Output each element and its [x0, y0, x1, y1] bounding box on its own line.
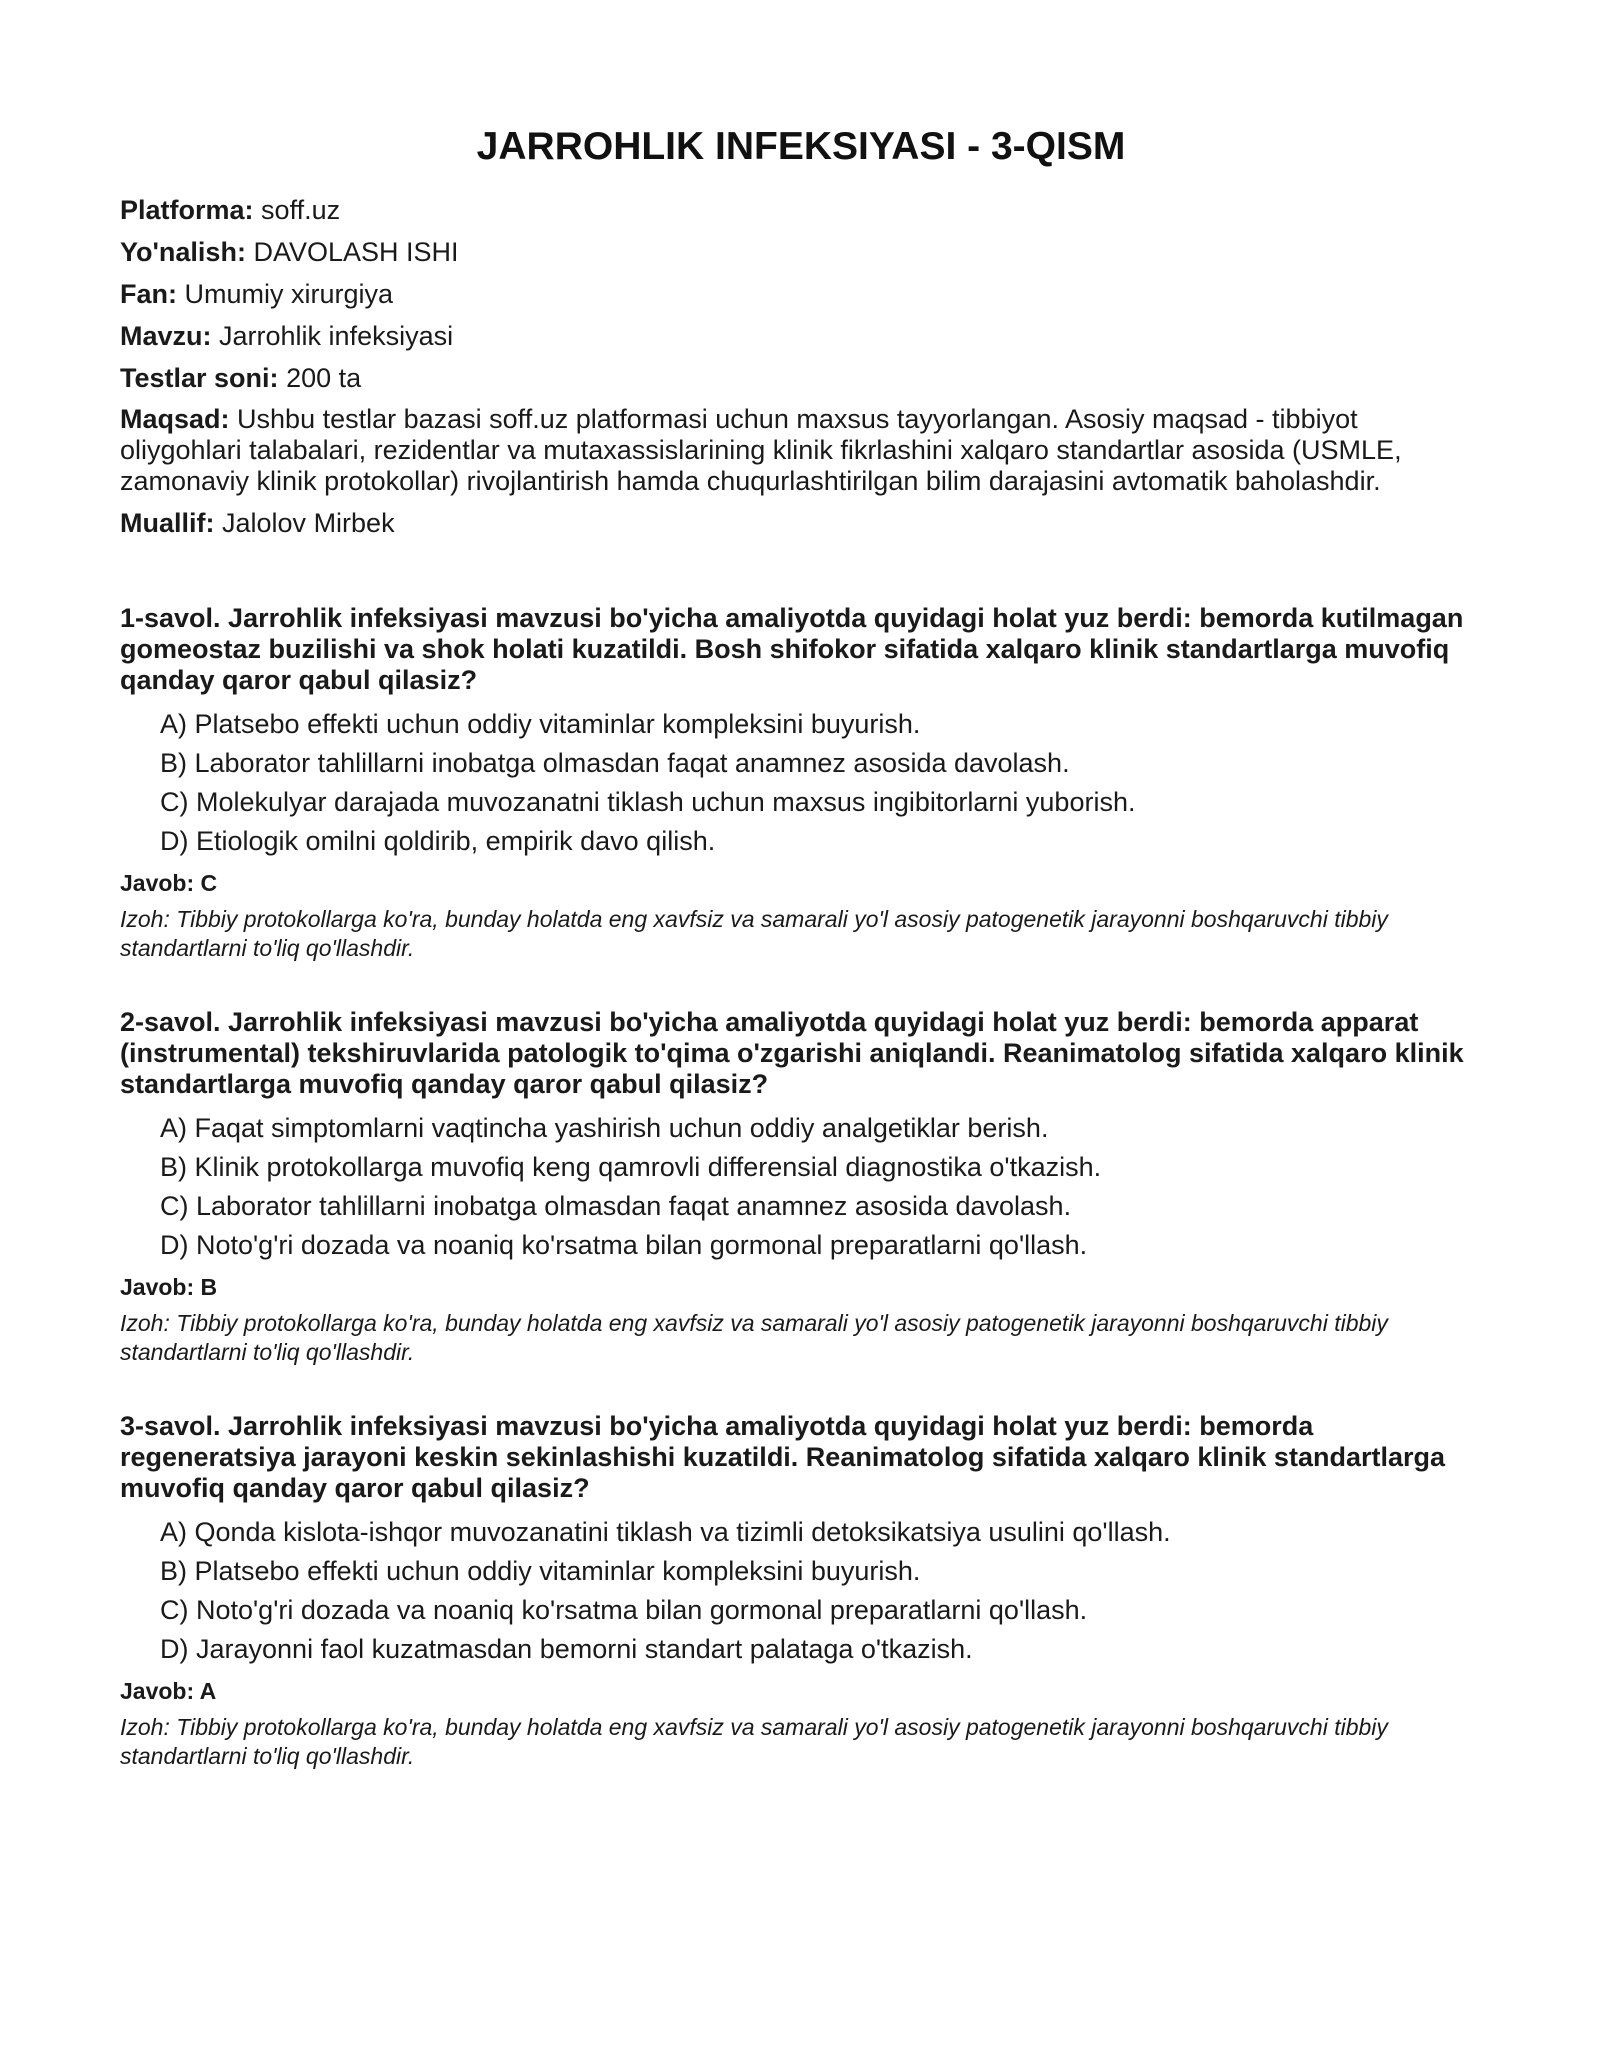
- question-2: [120, 1007, 1482, 1367]
- document-title: JARROHLIK INFEKSIYASI - 3-QISM: [476, 125, 1126, 168]
- meta-value: Ushbu testlar bazasi soff.uz platformasi uchun maxsus tayyorlangan. Asosiy maqsad - tibbiyot oliygohlari talabalari, rezidentlar va mutaxassislarining klinik fikrlashini xalqaro standartlar asosida (USMLE, zamonaviy klinik protokollar) rivojlantirish hamda chuqurlashtirilgan bilim darajasini avtomatik baholashdir.: [120, 404, 1402, 496]
- answer-options: [120, 708, 1482, 857]
- meta-label: Platforma:: [120, 195, 254, 225]
- question-text: 1-savol. Jarrohlik infeksiyasi mavzusi bo'yicha amaliyotda quyidagi holat yuz berdi: bemorda kutilmagan gomeostaz buzilishi va shok holati kuzatildi. Bosh shifokor sifatida xalqaro klinik standartlarga muvofiq qanday qaror qabul qilasiz?: [120, 603, 1464, 695]
- option-b: B) Platsebo effekti uchun oddiy vitaminlar kompleksini buyurish.: [160, 1556, 921, 1586]
- meta-value: Jarrohlik infeksiyasi: [219, 321, 454, 351]
- explanation-note: Izoh: Tibbiy protokollarga ko'ra, bunday holatda eng xavfsiz va samarali yo'l asosiy patogenetik jarayonni boshqaruvchi tibbiy standartlarni to'liq qo'llashdir.: [120, 1714, 1388, 1769]
- option-d: D) Etiologik omilni qoldirib, empirik davo qilish.: [160, 826, 716, 856]
- questions-list: [120, 603, 1482, 1771]
- meta-value: 200 ta: [286, 363, 362, 393]
- meta-label: Maqsad:: [120, 404, 230, 434]
- meta-label: Testlar soni:: [120, 363, 279, 393]
- correct-answer: Javob: C: [120, 870, 218, 896]
- option-a: A) Qonda kislota-ishqor muvozanatini tiklash va tizimli detoksikatsiya usulini qo'llash.: [160, 1517, 1171, 1547]
- meta-label: Fan:: [120, 279, 177, 309]
- correct-answer: Javob: B: [120, 1274, 218, 1300]
- meta-subject: [120, 278, 1482, 310]
- meta-label: Muallif:: [120, 508, 215, 538]
- option-c: C) Molekulyar darajada muvozanatni tiklash uchun maxsus ingibitorlarni yuborish.: [160, 787, 1136, 817]
- meta-label: Yo'nalish:: [120, 237, 246, 267]
- meta-author: [120, 507, 1482, 539]
- meta-value: DAVOLASH ISHI: [253, 237, 459, 267]
- option-b: B) Klinik protokollarga muvofiq keng qamrovli differensial diagnostika o'tkazish.: [160, 1152, 1102, 1182]
- explanation-note: Izoh: Tibbiy protokollarga ko'ra, bunday holatda eng xavfsiz va samarali yo'l asosiy patogenetik jarayonni boshqaruvchi tibbiy standartlarni to'liq qo'llashdir.: [120, 1310, 1388, 1365]
- meta-value: Umumiy xirurgiya: [184, 279, 394, 309]
- option-a: A) Faqat simptomlarni vaqtincha yashirish uchun oddiy analgetiklar berish.: [160, 1113, 1049, 1143]
- explanation-note: Izoh: Tibbiy protokollarga ko'ra, bunday holatda eng xavfsiz va samarali yo'l asosiy patogenetik jarayonni boshqaruvchi tibbiy standartlarni to'liq qo'llashdir.: [120, 906, 1388, 961]
- metadata-section: [120, 194, 1482, 539]
- option-d: D) Jarayonni faol kuzatmasdan bemorni standart palataga o'tkazish.: [160, 1634, 973, 1664]
- question-3: [120, 1411, 1482, 1771]
- answer-options: [120, 1112, 1482, 1261]
- meta-topic: [120, 320, 1482, 352]
- meta-purpose: [120, 404, 1482, 497]
- meta-direction: [120, 236, 1482, 268]
- meta-platform: [120, 194, 1482, 226]
- meta-value: Jalolov Mirbek: [222, 508, 395, 538]
- question-text: 2-savol. Jarrohlik infeksiyasi mavzusi bo'yicha amaliyotda quyidagi holat yuz berdi: bemorda apparat (instrumental) tekshiruvlarida patologik to'qima o'zgarishi aniqlandi. Reanimatolog sifatida xalqaro klinik standartlarga muvofiq qanday qaror qabul qilasiz?: [120, 1007, 1464, 1099]
- option-d: D) Noto'g'ri dozada va noaniq ko'rsatma bilan gormonal preparatlarni qo'llash.: [160, 1230, 1088, 1260]
- option-c: C) Noto'g'ri dozada va noaniq ko'rsatma bilan gormonal preparatlarni qo'llash.: [160, 1595, 1088, 1625]
- option-c: C) Laborator tahlillarni inobatga olmasdan faqat anamnez asosida davolash.: [160, 1191, 1072, 1221]
- option-a: A) Platsebo effekti uchun oddiy vitaminlar kompleksini buyurish.: [160, 709, 921, 739]
- meta-label: Mavzu:: [120, 321, 212, 351]
- question-1: [120, 603, 1482, 963]
- correct-answer: Javob: A: [120, 1678, 217, 1704]
- question-text: 3-savol. Jarrohlik infeksiyasi mavzusi bo'yicha amaliyotda quyidagi holat yuz berdi: bemorda regeneratsiya jarayoni keskin sekinlashishi kuzatildi. Reanimatolog sifatida xalqaro klinik standartlarga muvofiq qanday qaror qabul qilasiz?: [120, 1411, 1445, 1503]
- meta-value: soff.uz: [261, 195, 341, 225]
- meta-test-count: [120, 362, 1482, 394]
- option-b: B) Laborator tahlillarni inobatga olmasdan faqat anamnez asosida davolash.: [160, 748, 1070, 778]
- answer-options: [120, 1516, 1482, 1665]
